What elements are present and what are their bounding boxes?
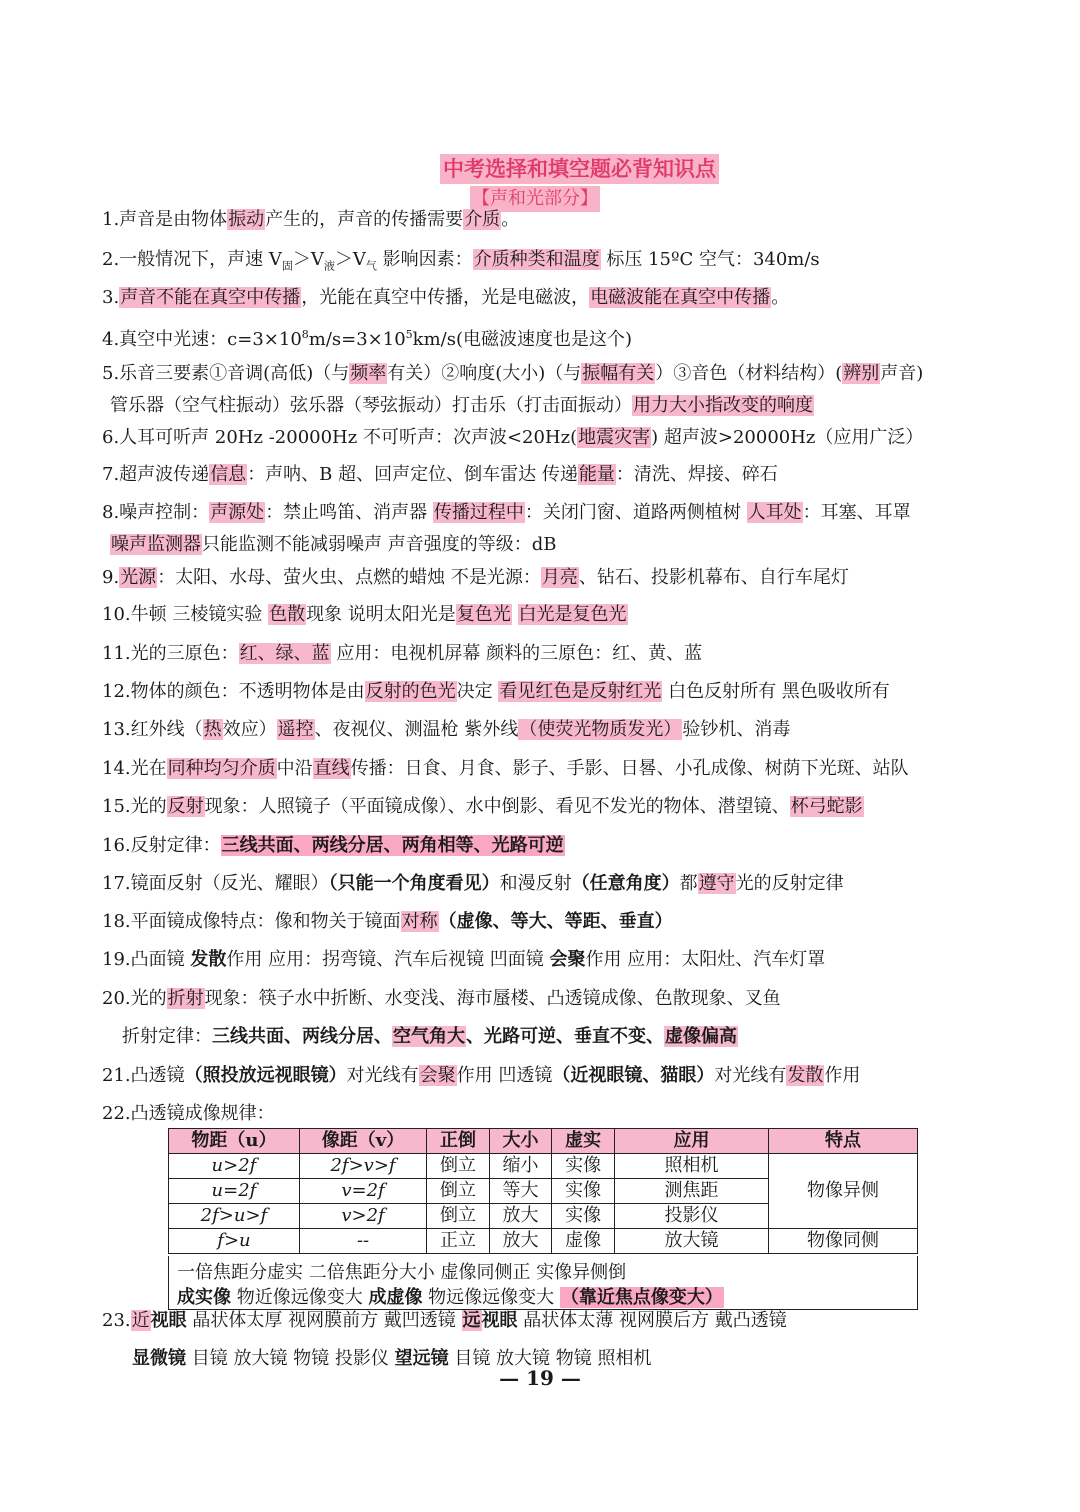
item-16: 16.反射定律：三线共面、两线分居、两角相等、光路可逆 [102, 835, 564, 856]
table-cell: 2f>u>f [169, 1204, 300, 1229]
table-cell: 放大 [489, 1229, 552, 1254]
item-10: 10.牛顿 三棱镜实验 色散现象 说明太阳光是复色光 白光是复色光 [102, 604, 627, 625]
table-cell: 倒立 [427, 1154, 490, 1179]
item-5-continued: 管乐器（空气柱振动）弦乐器（琴弦振动）打击乐（打击面振动）用力大小指改变的响度 [110, 395, 813, 416]
item-23-continued: 显微镜 目镜 放大镜 物镜 投影仪 望远镜 目镜 放大镜 物镜 照相机 [132, 1348, 652, 1369]
item-15: 15.光的反射现象：人照镜子（平面镜成像）、水中倒影、看见不发光的物体、潜望镜、杯弓蛇影 [102, 796, 863, 817]
table-cell: 等大 [489, 1179, 552, 1204]
table-cell: 测焦距 [615, 1179, 769, 1204]
table-note-1: 一倍焦距分虚实 二倍焦距分大小 虚像同侧正 实像异侧倒 [177, 1262, 627, 1283]
table-cell: 实像 [552, 1179, 615, 1204]
table-header: 特点 [769, 1129, 918, 1154]
table-row [169, 1154, 918, 1179]
item-4: 4.真空中光速：$c=3\times 10^8m/s=3\times 10^5km/s$(电磁波速度也是这个) [102, 328, 632, 350]
table-cell: u=2f [169, 1179, 300, 1204]
table-cell: 缩小 [489, 1154, 552, 1179]
table-cell: 2f>v>f [299, 1154, 426, 1179]
table-header: 物距（u） [169, 1129, 300, 1154]
table-cell: v>2f [299, 1204, 426, 1229]
item-18: 18.平面镜成像特点：像和物关于镜面对称（虚像、等大、等距、垂直） [102, 911, 673, 932]
item-20-refraction-law: 折射定律：三线共面、两线分居、空气角大、光路可逆、垂直不变、虚像偏高 [122, 1026, 737, 1047]
item-9: 9.光源：太阳、水母、萤火虫、点燃的蜡烛 不是光源：月亮、钻石、投影机幕布、自行车尾灯 [102, 567, 849, 588]
table-row [169, 1229, 918, 1254]
table-header-row [169, 1129, 918, 1154]
item-21: 21.凸透镜（照投放远视眼镜）对光线有会聚作用 凹透镜（近视眼镜、猫眼）对光线有发散作用 [102, 1065, 861, 1086]
item-8: 8.噪声控制：声源处：禁止鸣笛、消声器 传播过程中：关闭门窗、道路两侧植树 人耳处：耳塞、耳罩 [102, 502, 911, 523]
table-cell: 实像 [552, 1154, 615, 1179]
item-1: 1.声音是由物体振动产生的，声音的传播需要介质。 [102, 209, 520, 230]
table-cell-feature: 物像异侧 [769, 1154, 918, 1229]
table-header: 像距（v） [299, 1129, 426, 1154]
table-cell: 倒立 [427, 1179, 490, 1204]
table-header: 应用 [615, 1129, 769, 1154]
page-number: — 19 — [499, 1366, 581, 1390]
table-header: 虚实 [552, 1129, 615, 1154]
item-6: 6.人耳可听声 20Hz -20000Hz 不可听声：次声波<20Hz(地震灾害) 超声波>20000Hz（应用广泛） [102, 427, 924, 448]
item-13: 13.红外线（热效应）遥控、夜视仪、测温枪 紫外线（使荧光物质发光）验钞机、消毒 [102, 719, 791, 740]
item-3: 3.声音不能在真空中传播，光能在真空中传播，光是电磁波，电磁波能在真空中传播。 [102, 287, 790, 308]
item-14: 14.光在同种均匀介质中沿直线传播：日食、月食、影子、手影、日晷、小孔成像、树荫下光斑、站队 [102, 758, 909, 779]
item-17: 17.镜面反射（反光、耀眼）（只能一个角度看见）和漫反射（任意角度）都遵守光的反射定律 [102, 873, 844, 894]
item-2: 2.一般情况下，声速 $V_固>V_液>V_气$ 影响因素：介质种类和温度 标压 15ºC 空气：340m/s [102, 249, 820, 273]
table-note-2: 成实像 物近像远像变大 成虚像 物远像远像变大 （靠近焦点像变大） [177, 1287, 723, 1308]
item-7: 7.超声波传递信息：声呐、B 超、回声定位、倒车雷达 传递能量：清洗、焊接、碎石 [102, 464, 778, 485]
table-cell: 放大 [489, 1204, 552, 1229]
table-notes [168, 1256, 918, 1310]
doc-subtitle: 【声和光部分】 [470, 186, 600, 212]
item-11: 11.光的三原色：红、绿、蓝 应用：电视机屏幕 颜料的三原色：红、黄、蓝 [102, 643, 703, 664]
table-cell: 虚像 [552, 1229, 615, 1254]
table-cell: v=2f [299, 1179, 426, 1204]
item-5: 5.乐音三要素①音调(高低)（与频率有关）②响度(大小)（与振幅有关）③音色（材料结构）(辨别声音) [102, 363, 924, 384]
table-header: 大小 [489, 1129, 552, 1154]
table-cell: -- [299, 1229, 426, 1254]
item-8-continued: 噪声监测器只能监测不能减弱噪声 声音强度的等级：dB [111, 534, 557, 555]
doc-title: 中考选择和填空题必背知识点 [440, 154, 719, 184]
lens-imaging-table [168, 1128, 918, 1254]
table-cell: 照相机 [615, 1154, 769, 1179]
table-cell-feature: 物像同侧 [769, 1229, 918, 1254]
item-20: 20.光的折射现象：筷子水中折断、水变浅、海市蜃楼、凸透镜成像、色散现象、叉鱼 [102, 988, 781, 1009]
table-cell: 正立 [427, 1229, 490, 1254]
table-cell: 倒立 [427, 1204, 490, 1229]
table-cell: 实像 [552, 1204, 615, 1229]
table-cell: u>2f [169, 1154, 300, 1179]
table-cell: 放大镜 [615, 1229, 769, 1254]
item-12: 12.物体的颜色：不透明物体是由反射的色光决定 看见红色是反射红光 白色反射所有 黑色吸收所有 [102, 681, 890, 702]
item-22: 22.凸透镜成像规律： [102, 1103, 275, 1124]
table-cell: 投影仪 [615, 1204, 769, 1229]
table-cell: f>u [169, 1229, 300, 1254]
table-header: 正倒 [427, 1129, 490, 1154]
item-23: 23.近视眼 晶状体太厚 视网膜前方 戴凹透镜 远视眼 晶状体太薄 视网膜后方 戴凸透镜 [102, 1310, 787, 1331]
item-19: 19.凸面镜 发散作用 应用：拐弯镜、汽车后视镜 凹面镜 会聚作用 应用：太阳灶、汽车灯罩 [102, 949, 826, 970]
